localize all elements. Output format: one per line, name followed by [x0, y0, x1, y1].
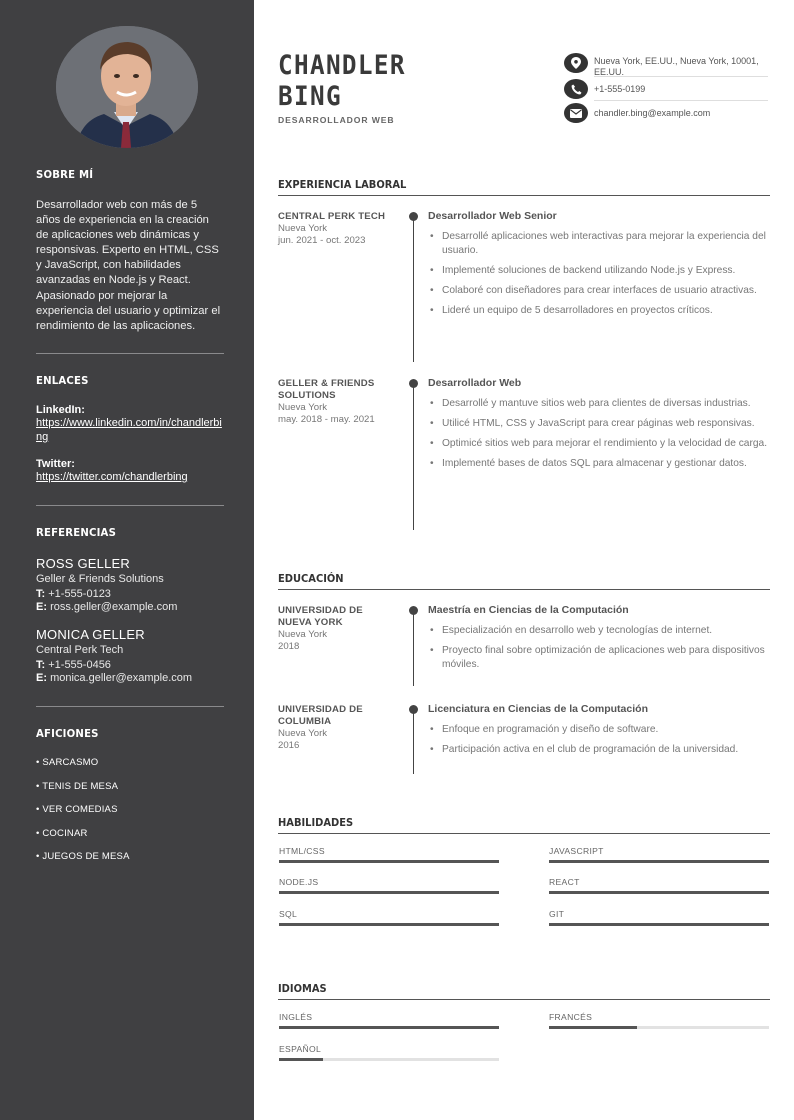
list-item: • Participación activa en el club de programación de la universidad.	[428, 743, 770, 757]
last-name: BING	[278, 81, 342, 112]
timeline-line	[413, 383, 414, 530]
links-heading: ENLACES	[36, 374, 89, 387]
location-pin-icon	[564, 53, 588, 73]
phone-label: T:	[36, 588, 46, 600]
first-name: CHANDLER	[278, 50, 406, 81]
phone-label: T:	[36, 659, 46, 671]
school-name: UNIVERSIDAD DE COLUMBIA	[278, 704, 363, 727]
list-item: • Implementé soluciones de backend utilizando Node.js y Express.	[428, 264, 770, 278]
list-item: • Optimicé sitios web para mejorar el rendimiento y la velocidad de carga.	[428, 437, 770, 451]
timeline-line	[413, 610, 414, 686]
hobby-item: • SARCASMO	[36, 757, 99, 768]
reference-email: ross.geller@example.com	[50, 601, 178, 613]
skill-bar-fill	[549, 923, 769, 926]
degree-title: Maestría en Ciencias de la Computación	[428, 604, 629, 616]
skill-bar-fill	[279, 860, 499, 863]
location: Nueva York	[278, 402, 328, 413]
language-name: ESPAÑOL	[279, 1044, 322, 1054]
list-item: • Enfoque en programación y diseño de software.	[428, 723, 770, 737]
skill-bar	[549, 891, 769, 894]
skill-bar	[279, 860, 499, 863]
experience-heading: EXPERIENCIA LABORAL	[278, 178, 407, 191]
education-meta	[278, 704, 396, 752]
contact-phone	[564, 79, 768, 99]
language-bar-fill	[279, 1058, 323, 1061]
divider	[278, 833, 770, 834]
skill-name: SQL	[279, 909, 298, 919]
bullet-list	[428, 624, 770, 672]
reference-phone: +1-555-0123	[48, 588, 111, 600]
sidebar	[0, 0, 254, 1120]
about-heading: SOBRE MÍ	[36, 168, 94, 181]
language-bar	[279, 1058, 499, 1061]
language-name: FRANCÉS	[549, 1012, 593, 1022]
hobby-item: • JUEGOS DE MESA	[36, 851, 130, 863]
references-heading: REFERENCIAS	[36, 526, 117, 539]
hobbies-heading: AFICIONES	[36, 727, 99, 740]
language-bar	[279, 1026, 499, 1029]
language-bar-fill	[279, 1026, 499, 1029]
skill-item	[279, 877, 499, 894]
divider	[36, 706, 224, 707]
experience-details	[428, 377, 770, 477]
timeline-dot	[409, 606, 418, 615]
language-name: INGLÉS	[279, 1012, 313, 1022]
avatar	[56, 26, 198, 148]
list-item: • Utilicé HTML, CSS y JavaScript para crear páginas web responsivas.	[428, 417, 770, 431]
email-text[interactable]: chandler.bing@example.com	[594, 108, 711, 118]
list-item: • Desarrollé y mantuve sitios web para clientes de diversas industrias.	[428, 397, 770, 411]
linkedin-link[interactable]: https://www.linkedin.com/in/chandlerbing	[36, 417, 222, 443]
timeline-dot	[409, 705, 418, 714]
link-label: LinkedIn:	[36, 404, 85, 416]
link-linkedin	[36, 404, 224, 444]
date-range: may. 2018 - may. 2021	[278, 414, 375, 425]
school-name: UNIVERSIDAD DE NUEVA YORK	[278, 605, 363, 628]
list-item: • Proyecto final sobre optimización de aplicaciones web para dispositivos móviles.	[428, 644, 770, 672]
timeline-line	[413, 709, 414, 774]
location: Nueva York	[278, 629, 328, 640]
reference-company: Geller & Friends Solutions	[36, 573, 164, 585]
hobbies-list	[36, 757, 224, 875]
email-icon	[564, 103, 588, 123]
company-name: GELLER & FRIENDS SOLUTIONS	[278, 378, 375, 401]
divider	[36, 505, 224, 506]
email-label: E:	[36, 601, 47, 613]
list-item: • Lideré un equipo de 5 desarrolladores en proyectos críticos.	[428, 304, 770, 318]
skill-bar	[279, 891, 499, 894]
experience-meta	[278, 211, 396, 247]
page-title	[278, 50, 406, 112]
address-text: Nueva York, EE.UU., Nueva York, 10001, EE.UU.	[594, 56, 759, 77]
degree-title: Licenciatura en Ciencias de la Computación	[428, 703, 648, 715]
divider	[278, 195, 770, 196]
date-range: jun. 2021 - oct. 2023	[278, 235, 366, 246]
skill-item	[549, 846, 769, 863]
skills-heading: HABILIDADES	[278, 816, 354, 829]
timeline-dot	[409, 212, 418, 221]
skill-name: JAVASCRIPT	[549, 846, 604, 856]
reference-name: ROSS GELLER	[36, 556, 130, 571]
skill-name: NODE.JS	[279, 877, 319, 887]
twitter-link[interactable]: https://twitter.com/chandlerbing	[36, 471, 188, 483]
bullet-list	[428, 230, 770, 318]
education-heading: EDUCACIÓN	[278, 572, 344, 585]
education-details	[428, 604, 770, 678]
reference-phone: +1-555-0456	[48, 659, 111, 671]
education-details	[428, 703, 770, 763]
reference-name: MONICA GELLER	[36, 627, 145, 642]
reference-item	[36, 556, 224, 613]
location: Nueva York	[278, 728, 328, 739]
experience-details	[428, 210, 770, 324]
reference-item	[36, 627, 224, 684]
position-title: Desarrollador Web Senior	[428, 210, 557, 222]
list-item: • Colaboré con diseñadores para crear interfaces de usuario atractivas.	[428, 284, 770, 298]
bullet-list	[428, 397, 770, 471]
company-name: CENTRAL PERK TECH	[278, 211, 386, 222]
language-bar	[549, 1026, 769, 1029]
year: 2018	[278, 641, 300, 652]
divider	[278, 999, 770, 1000]
bullet-list	[428, 723, 770, 757]
divider	[594, 100, 768, 101]
about-text: Desarrollador web con más de 5 años de experiencia en la creación de aplicaciones web dinámicas y responsivas. Experto en HTML, CSS y JavaScript, con habilidades avanzadas en Node.js y React. Apasionado por mejorar la experiencia del usuario y optimizar el rendimiento de las aplicaciones.	[36, 199, 221, 332]
hobby-item: • COCINAR	[36, 827, 88, 839]
job-title: DESARROLLADOR WEB	[278, 115, 395, 125]
phone-icon	[564, 79, 588, 99]
contact-address	[564, 53, 768, 77]
skill-name: REACT	[549, 877, 580, 887]
language-item	[549, 1012, 769, 1029]
skill-item	[279, 909, 499, 926]
list-item: • Implementé bases de datos SQL para almacenar y gestionar datos.	[428, 457, 770, 471]
skill-bar	[549, 923, 769, 926]
about-section	[36, 168, 224, 181]
contact-email	[564, 103, 768, 123]
education-meta	[278, 605, 396, 653]
skill-name: HTML/CSS	[279, 846, 325, 856]
experience-meta	[278, 378, 396, 426]
list-item: • Especialización en desarrollo web y tecnologías de internet.	[428, 624, 770, 638]
language-item	[279, 1012, 499, 1029]
phone-text: +1-555-0199	[594, 84, 646, 94]
skill-bar	[549, 860, 769, 863]
email-label: E:	[36, 672, 47, 684]
location: Nueva York	[278, 223, 328, 234]
position-title: Desarrollador Web	[428, 377, 522, 389]
reference-company: Central Perk Tech	[36, 644, 124, 656]
skill-item	[279, 846, 499, 863]
skill-bar-fill	[549, 860, 769, 863]
divider	[594, 76, 768, 77]
language-item	[279, 1044, 499, 1061]
skill-bar-fill	[279, 891, 499, 894]
languages-heading: IDIOMAS	[278, 982, 327, 995]
hobby-item: • TENIS DE MESA	[36, 780, 119, 792]
year: 2016	[278, 740, 300, 751]
skill-bar	[279, 923, 499, 926]
timeline-line	[413, 216, 414, 362]
list-item: • Desarrollé aplicaciones web interactivas para mejorar la experiencia del usuario.	[428, 230, 770, 258]
hobby-item: • VER COMEDIAS	[36, 804, 118, 816]
skill-item	[549, 909, 769, 926]
skill-bar-fill	[279, 923, 499, 926]
reference-email: monica.geller@example.com	[50, 672, 193, 684]
skill-bar-fill	[549, 891, 769, 894]
skill-name: GIT	[549, 909, 565, 919]
divider	[278, 589, 770, 590]
language-bar-fill	[549, 1026, 637, 1029]
divider	[36, 353, 224, 354]
timeline-dot	[409, 379, 418, 388]
link-twitter	[36, 458, 224, 484]
link-label: Twitter:	[36, 458, 75, 470]
skill-item	[549, 877, 769, 894]
